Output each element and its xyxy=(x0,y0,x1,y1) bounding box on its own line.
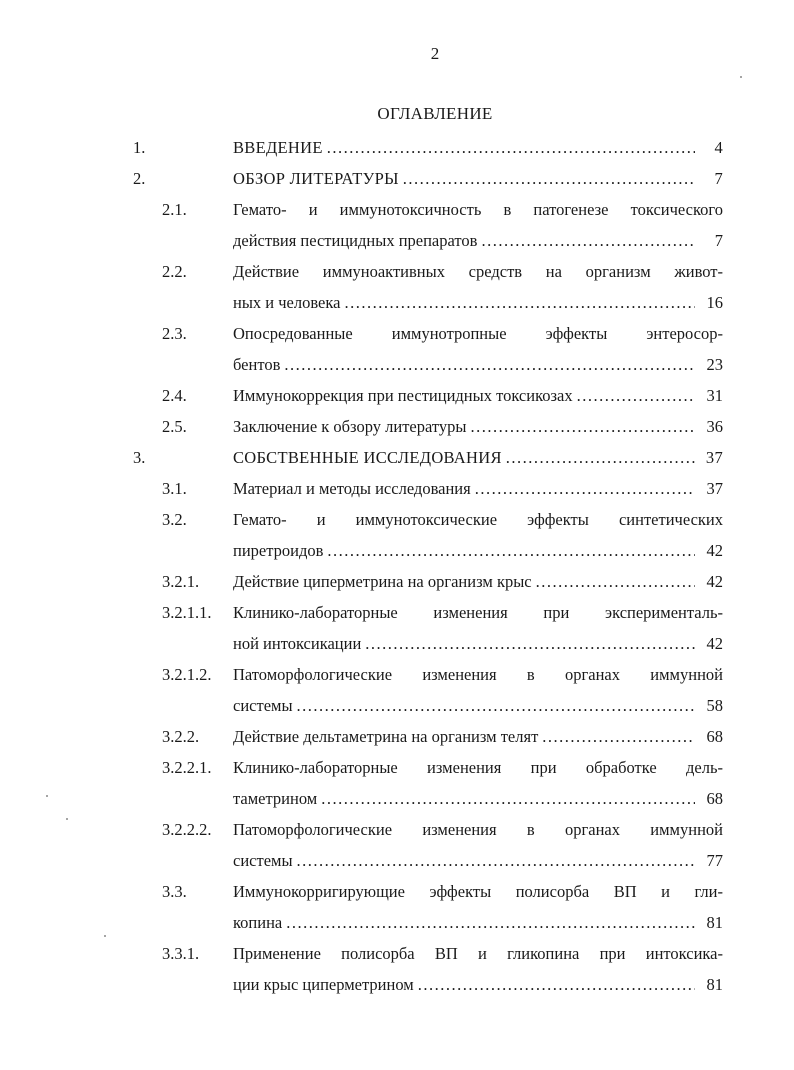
toc-entry xyxy=(0,163,794,194)
toc-entry-page: 16 xyxy=(706,293,723,312)
toc-entry-title: Применение полисорба ВП и гликопина при интоксика- xyxy=(233,944,723,963)
toc-entry-page: 58 xyxy=(706,696,723,715)
toc-entry-title: Гемато- и иммунотоксичность в патогенезе токсического xyxy=(233,200,723,219)
toc-entry-title: ВВЕДЕНИЕ xyxy=(233,138,323,157)
dot-leader xyxy=(284,349,695,380)
toc-entry xyxy=(0,876,794,938)
page-number: 2 xyxy=(430,44,440,63)
toc-entry-number: 3.2.2. xyxy=(162,727,200,746)
toc-entry-number: 3.2.1. xyxy=(162,572,200,591)
toc-entry-title: Заключение к обзору литературы xyxy=(233,417,467,436)
dot-leader xyxy=(297,845,695,876)
dot-leader xyxy=(542,721,695,752)
toc-entry-title: Клинико-лабораторные изменения при обработке дель- xyxy=(233,758,723,777)
dot-leader xyxy=(321,783,695,814)
toc-entry-page: 36 xyxy=(706,417,723,436)
dot-leader xyxy=(297,690,695,721)
toc-entry xyxy=(0,566,794,597)
toc-entry xyxy=(0,938,794,1000)
toc-entry-page: 42 xyxy=(706,541,723,560)
toc-entry-title: СОБСТВЕННЫЕ ИССЛЕДОВАНИЯ xyxy=(233,448,502,467)
toc-entry xyxy=(0,504,794,566)
toc-entry-title: Опосредованные иммунотропные эффекты энтеросор- xyxy=(233,324,723,343)
toc-entry-page: 4 xyxy=(714,138,723,157)
toc-entry-page: 68 xyxy=(706,727,723,746)
toc-entry-title: ции крыс циперметрином xyxy=(233,975,414,994)
toc-entry-title: Действие иммуноактивных средств на организм живот- xyxy=(233,262,723,281)
toc-entry-number: 2.1. xyxy=(162,200,187,219)
dot-leader xyxy=(506,442,695,473)
toc-entry-page: 37 xyxy=(706,479,723,498)
toc-entry-page: 42 xyxy=(706,634,723,653)
toc-entry-page: 31 xyxy=(706,386,723,405)
dot-leader xyxy=(344,287,695,318)
dot-leader xyxy=(418,969,695,1000)
toc-entry xyxy=(0,442,794,473)
table-of-contents xyxy=(0,132,794,1000)
scan-speck xyxy=(46,795,48,797)
toc-entry xyxy=(0,752,794,814)
toc-entry-page: 68 xyxy=(706,789,723,808)
toc-entry-number: 1. xyxy=(133,138,146,157)
toc-entry xyxy=(0,814,794,876)
toc-entry-title: бентов xyxy=(233,355,281,374)
dot-leader xyxy=(470,411,695,442)
toc-entry xyxy=(0,721,794,752)
toc-entry-title: Действие циперметрина на организм крыс xyxy=(233,572,532,591)
toc-entry xyxy=(0,597,794,659)
toc-entry-title: таметрином xyxy=(233,789,318,808)
toc-entry-number: 3.2.1.2. xyxy=(162,665,212,684)
toc-entry xyxy=(0,194,794,256)
toc-entry-page: 77 xyxy=(706,851,723,870)
dot-leader xyxy=(577,380,695,411)
toc-entry-number: 2.5. xyxy=(162,417,187,436)
toc-entry-page: 81 xyxy=(706,913,723,932)
toc-entry-number: 3.3.1. xyxy=(162,944,200,963)
dot-leader xyxy=(475,473,695,504)
toc-entry-number: 2.2. xyxy=(162,262,187,281)
toc-entry-title: Гемато- и иммунотоксические эффекты синтетических xyxy=(233,510,723,529)
toc-entry xyxy=(0,411,794,442)
toc-entry xyxy=(0,132,794,163)
toc-entry-number: 3. xyxy=(133,448,146,467)
scan-speck xyxy=(740,76,742,78)
toc-entry-title: Патоморфологические изменения в органах иммунной xyxy=(233,820,723,839)
toc-entry-title: Действие дельтаметрина на организм телят xyxy=(233,727,539,746)
toc-entry-number: 2. xyxy=(133,169,146,188)
toc-entry-number: 3.2.2.1. xyxy=(162,758,212,777)
dot-leader xyxy=(536,566,695,597)
toc-entry-page: 7 xyxy=(714,169,723,188)
dot-leader xyxy=(365,628,695,659)
dot-leader xyxy=(481,225,695,256)
toc-entry xyxy=(0,256,794,318)
toc-entry-title: действия пестицидных препаратов xyxy=(233,231,478,250)
toc-entry-number: 2.3. xyxy=(162,324,187,343)
toc-entry-title: Иммунокоррекция при пестицидных токсикозах xyxy=(233,386,573,405)
toc-entry-title: системы xyxy=(233,696,293,715)
scan-speck xyxy=(104,935,106,937)
toc-entry-title: ной интоксикации xyxy=(233,634,362,653)
toc-entry xyxy=(0,318,794,380)
toc-entry-number: 3.3. xyxy=(162,882,187,901)
toc-entry-title: Материал и методы исследования xyxy=(233,479,471,498)
toc-entry-title: Иммунокорригирующие эффекты полисорба ВП и гли- xyxy=(233,882,723,901)
toc-entry-title: системы xyxy=(233,851,293,870)
toc-entry xyxy=(0,659,794,721)
toc-entry-title: копина xyxy=(233,913,283,932)
dot-leader xyxy=(403,163,695,194)
toc-entry-number: 2.4. xyxy=(162,386,187,405)
toc-entry-page: 23 xyxy=(706,355,723,374)
dot-leader xyxy=(286,907,695,938)
toc-entry xyxy=(0,380,794,411)
toc-entry-title: Патоморфологические изменения в органах иммунной xyxy=(233,665,723,684)
toc-title: ОГЛАВЛЕНИЕ xyxy=(377,104,493,123)
toc-entry-number: 3.2. xyxy=(162,510,187,529)
toc-entry-page: 37 xyxy=(705,448,723,467)
toc-entry-page: 81 xyxy=(706,975,723,994)
dot-leader xyxy=(327,535,695,566)
toc-entry-title: ных и человека xyxy=(233,293,341,312)
toc-entry-number: 3.2.1.1. xyxy=(162,603,212,622)
scan-speck xyxy=(66,818,68,820)
toc-entry-number: 3.1. xyxy=(162,479,187,498)
toc-entry-page: 42 xyxy=(706,572,723,591)
toc-entry xyxy=(0,473,794,504)
toc-entry-title: ОБЗОР ЛИТЕРАТУРЫ xyxy=(233,169,399,188)
toc-entry-title: пиретроидов xyxy=(233,541,324,560)
toc-entry-number: 3.2.2.2. xyxy=(162,820,212,839)
toc-entry-page: 7 xyxy=(714,231,723,250)
dot-leader xyxy=(327,132,695,163)
toc-entry-title: Клинико-лабораторные изменения при эксперименталь- xyxy=(233,603,723,622)
